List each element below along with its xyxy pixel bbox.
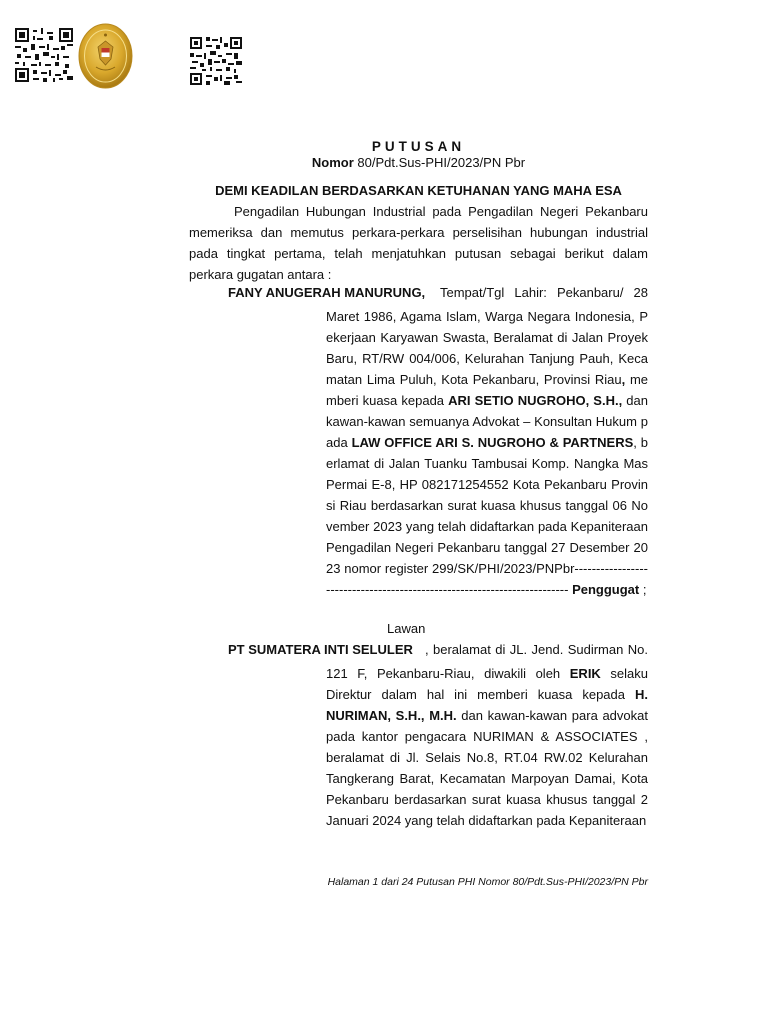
defendant-address-line: , beralamat di JL. Jend. Sudirman No.: [425, 642, 648, 657]
plaintiff-law-firm: LAW OFFICE ARI S. NUGROHO & PARTNERS: [351, 435, 634, 450]
plaintiff-role: Penggugat: [572, 582, 640, 597]
case-number-label: Nomor: [311, 155, 354, 170]
case-number-value: 80/Pdt.Sus-PHI/2023/PN Pbr: [357, 155, 526, 170]
qr-code-icon: [15, 28, 73, 82]
intro-paragraph: Pengadilan Hubungan Industrial pada Pengadilan Negeri Pekanbaru memeriksa dan memutus perkara-perkara perselisihan hubungan industrial pada tingkat pertama, telah menjatuhkan putusan sebagai berikut dalam perkara gugatan antara :: [189, 204, 648, 282]
plaintiff-name: FANY ANUGERAH MANURUNG,: [228, 285, 426, 300]
demi-keadilan-heading: DEMI KEADILAN BERDASARKAN KETUHANAN YANG MAHA ESA: [215, 183, 622, 198]
versus-label: Lawan: [387, 621, 426, 636]
plaintiff-birth-line: Tempat/Tgl Lahir: Pekanbaru/ 28: [440, 285, 648, 300]
plaintiff-details: Maret 1986, Agama Islam, Warga Negara Indonesia, Pekerjaan Karyawan Swasta, Beralamat di Jalan Proyek Baru, RT/RW 004/006, Kelurahan Tanjung Pauh, Kecamatan Lima Puluh, Kota Pekanbaru, Provinsi Riau, memberi kuasa kepada ARI SETIO NUGROHO, S.H., dan kawan-kawan semuanya Advokat – Konsultan Hukum pada LAW OFFICE ARI S. NUGROHO & PARTNERS, berlamat di Jalan Tuanku Tambusai Komp. Nangka Mas Permai E-8, HP 082171254552 Kota Pekanbaru Provinsi Riau berdasarkan surat kuasa khusus tanggal 06 November 2023 yang telah didaftarkan pada Kepaniteraan Pengadilan Negeri Pekanbaru tanggal 27 Desember 2023 nomor register 299/SK/PHI/2023/PNPbr------------------------------------------------------------------------- Penggugat ;: [326, 309, 649, 597]
page-footer: Halaman 1 dari 24 Putusan PHI Nomor 80/Pdt.Sus-PHI/2023/PN Pbr: [327, 876, 648, 888]
qr-code-icon: [190, 37, 242, 85]
defendant-details: 121 F, Pekanbaru-Riau, diwakili oleh ERIK selaku Direktur dalam hal ini memberi kuasa kepada H. NURIMAN, S.H., M.H. dan kawan-kawan para advokat pada kantor pengacara NURIMAN & ASSOCIATES , beralamat di Jl. Selais No.8, RT.04 RW.02 Kelurahan Tangkerang Barat, Kecamatan Marpoyan Damai, Kota Pekanbaru berdasarkan surat kuasa khusus tanggal 2 Januari 2024 yang telah didaftarkan pada Kepaniteraan: [326, 666, 648, 828]
case-number: [189, 155, 648, 170]
mahkamah-agung-emblem-icon: [78, 23, 133, 89]
defendant-lawyer: H. NURIMAN, S.H., M.H.: [326, 687, 648, 723]
plaintiff-lawyer: ARI SETIO NUGROHO, S.H.,: [448, 393, 623, 408]
defendant-name: PT SUMATERA INTI SELULER: [228, 642, 413, 657]
defendant-representative: ERIK: [569, 666, 601, 681]
document-title: PUTUSAN: [371, 139, 466, 154]
